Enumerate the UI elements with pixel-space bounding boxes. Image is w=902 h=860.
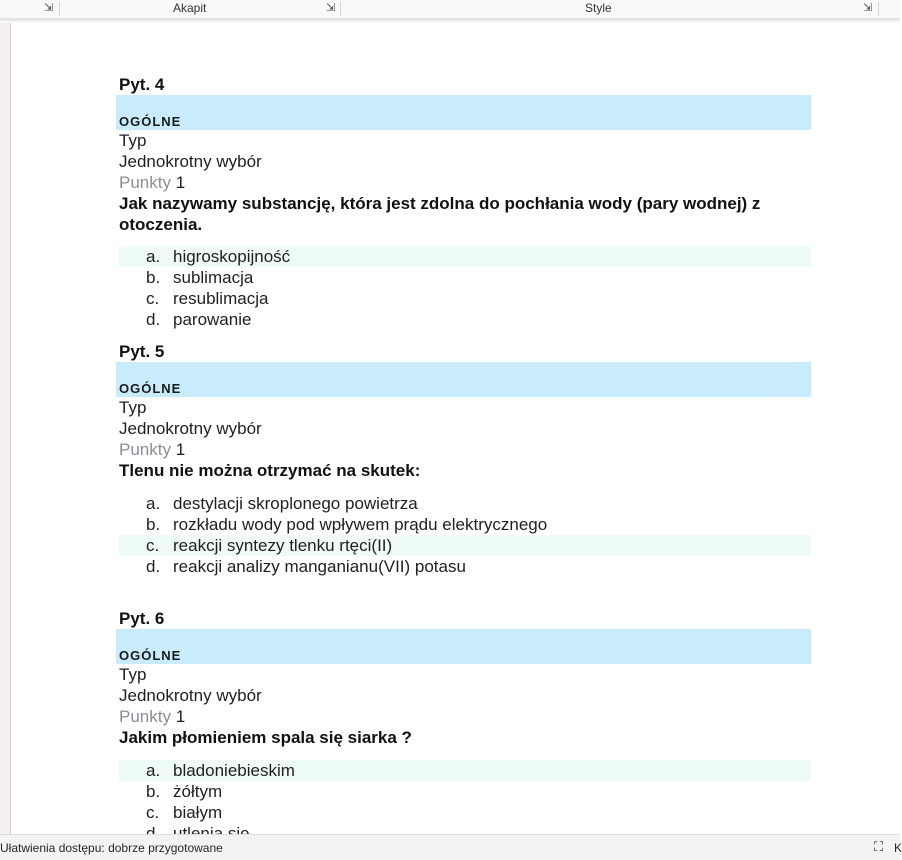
question-block: [119, 609, 819, 822]
points-label: Punkty: [119, 173, 171, 192]
question-number: Pyt. 6: [119, 609, 165, 628]
type-value: Jednokrotny wybór: [119, 686, 262, 705]
answer-letter: a.: [146, 247, 161, 266]
question-number: Pyt. 5: [119, 342, 165, 361]
answer-letter: b.: [146, 515, 161, 534]
points-label: Punkty: [119, 440, 171, 459]
question-block: [119, 75, 819, 329]
ribbon-separator: [878, 2, 879, 16]
answer-letter: d.: [146, 557, 161, 576]
answer-option: [119, 267, 811, 288]
section-heading: OGÓLNE: [119, 114, 182, 129]
answer-text: bladoniebieskim: [173, 761, 295, 780]
section-band: [116, 362, 811, 397]
points-row: [119, 172, 185, 193]
section-heading: OGÓLNE: [119, 381, 182, 396]
question-block: [119, 342, 819, 576]
style-dialog-launcher-icon[interactable]: ⇲: [863, 2, 873, 14]
answer-letter: a.: [146, 761, 161, 780]
document-canvas[interactable]: [0, 19, 900, 834]
answer-text: rozkładu wody pod wpływem prądu elektrycznego: [173, 515, 548, 534]
answer-text: higroskopijność: [173, 247, 291, 266]
question-text: Jakim płomieniem spala się siarka ?: [119, 728, 412, 747]
type-label: Typ: [119, 398, 147, 417]
page-margin-strip: [0, 19, 11, 834]
focus-mode-icon[interactable]: ⛶: [874, 839, 884, 854]
section-band: [116, 95, 811, 130]
answer-text: żółtym: [173, 782, 223, 801]
answer-option: [119, 288, 811, 309]
answer-letter: c.: [146, 536, 160, 555]
dialog-launcher-icon[interactable]: ⇲: [44, 2, 54, 14]
answer-option: [119, 493, 811, 514]
answer-text: reakcji analizy manganianu(VII) potasu: [173, 557, 466, 576]
answer-text: resublimacja: [173, 289, 269, 308]
question-text: Jak nazywamy substancję, która jest zdolna do pochłania wody (pary wodnej) z otoczenia.: [119, 194, 761, 234]
answer-option: [119, 760, 811, 781]
answer-letter: b.: [146, 782, 161, 801]
ribbon-separator: [59, 2, 60, 16]
ribbon-shadow: [0, 19, 900, 23]
points-value: 1: [175, 440, 186, 459]
answer-option: [119, 246, 811, 267]
answer-option: [119, 781, 811, 802]
points-value: 1: [175, 173, 186, 192]
answer-letter: c.: [146, 803, 160, 822]
ribbon-group-labels: [0, 0, 900, 19]
section-heading: OGÓLNE: [119, 648, 182, 663]
points-label: Punkty: [119, 707, 171, 726]
type-value: Jednokrotny wybór: [119, 152, 262, 171]
status-truncated-text: K: [894, 841, 902, 855]
answer-text: reakcji syntezy tlenku rtęci(II): [173, 536, 393, 555]
points-row: [119, 439, 185, 460]
answer-option: [119, 535, 811, 556]
answer-text: sublimacja: [173, 268, 254, 287]
status-bar: [0, 834, 900, 860]
ribbon-separator: [340, 2, 341, 16]
answer-option: [119, 556, 811, 577]
akapit-dialog-launcher-icon[interactable]: ⇲: [326, 2, 336, 14]
ribbon-group-akapit: Akapit: [173, 1, 207, 15]
type-label: Typ: [119, 665, 147, 684]
answer-letter: c.: [146, 289, 160, 308]
answer-letter: b.: [146, 268, 161, 287]
question-text: Tlenu nie można otrzymać na skutek:: [119, 461, 421, 480]
answer-text: białym: [173, 803, 223, 822]
answer-option: [119, 514, 811, 535]
answer-option: [119, 802, 811, 823]
accessibility-status[interactable]: Ułatwienia dostępu: dobrze przygotowane: [0, 841, 223, 855]
answer-letter: d.: [146, 310, 161, 329]
points-row: [119, 706, 185, 727]
points-value: 1: [175, 707, 186, 726]
ribbon-group-style: Style: [585, 1, 612, 15]
type-label: Typ: [119, 131, 147, 150]
answer-text: parowanie: [173, 310, 252, 329]
answer-option: [119, 309, 811, 330]
type-value: Jednokrotny wybór: [119, 419, 262, 438]
question-number: Pyt. 4: [119, 75, 165, 94]
section-band: [116, 629, 811, 664]
answer-letter: a.: [146, 494, 161, 513]
answer-text: destylacji skroplonego powietrza: [173, 494, 418, 513]
